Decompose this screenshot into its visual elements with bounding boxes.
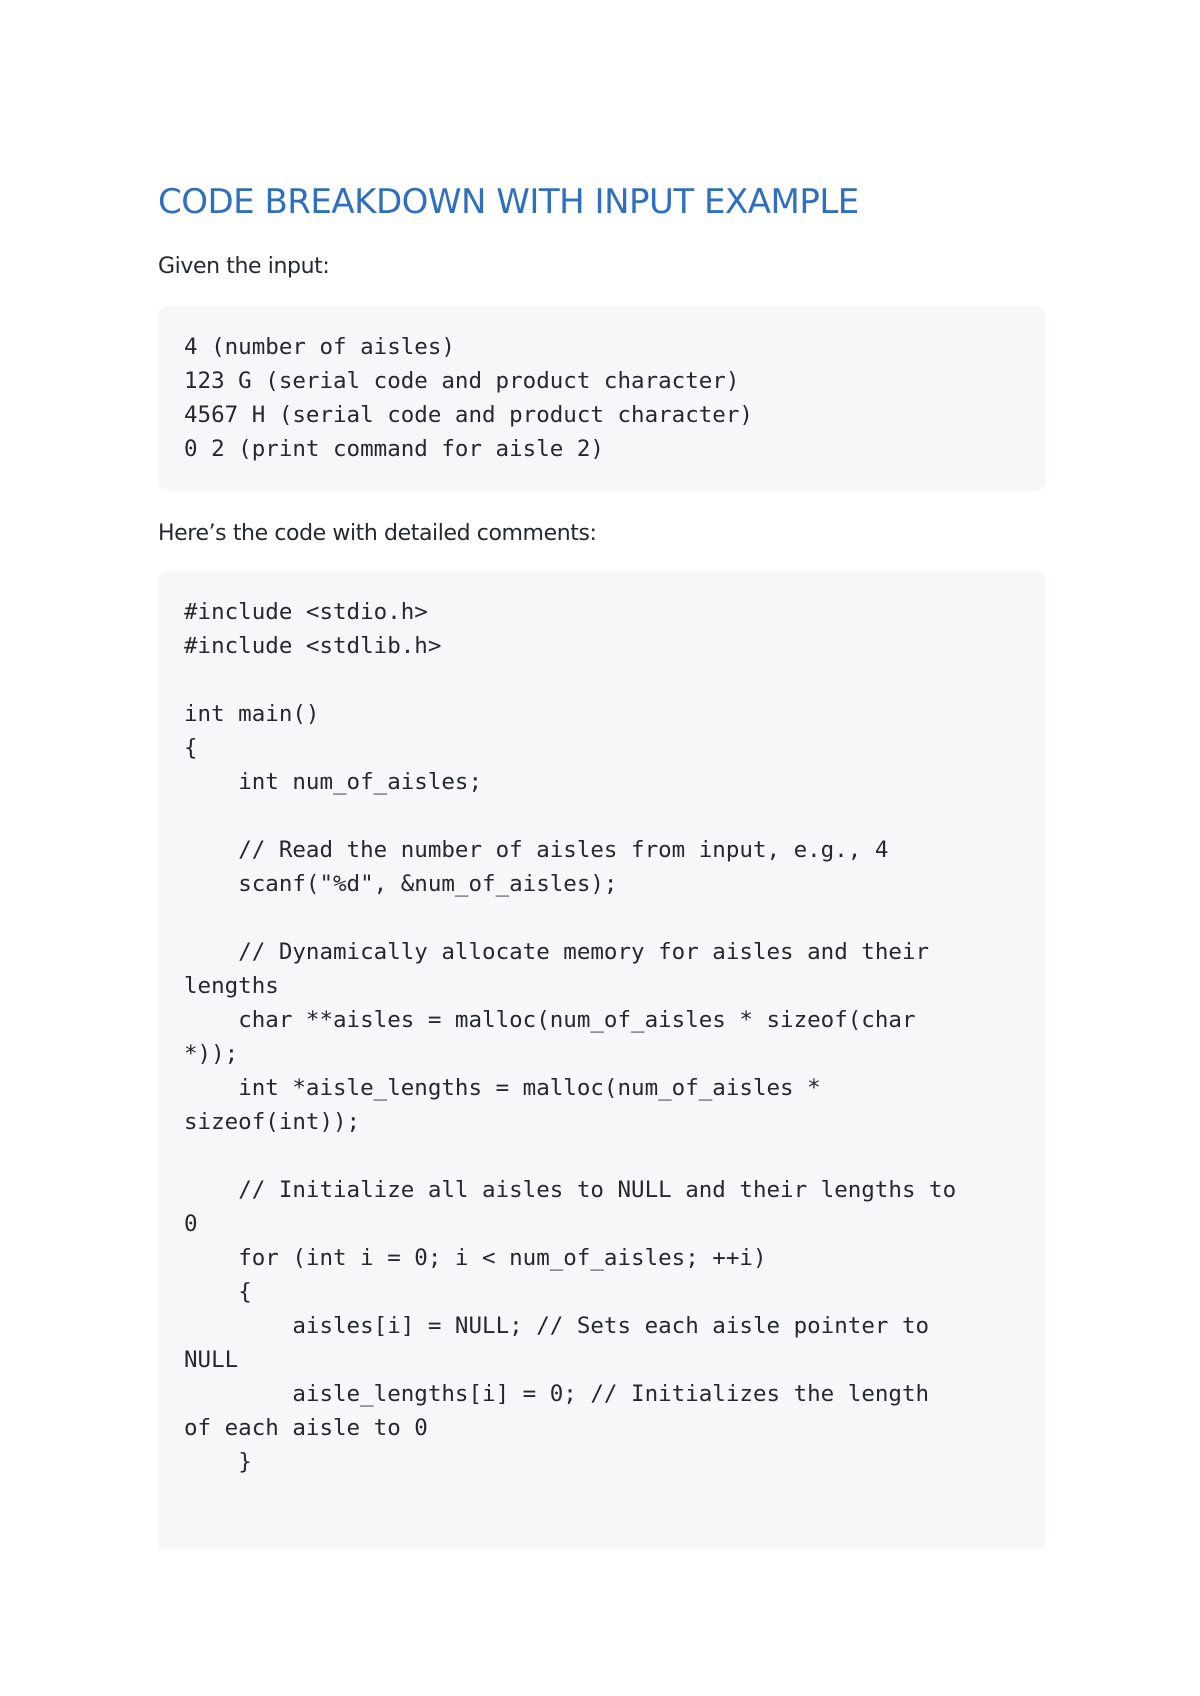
input-example-block xyxy=(158,306,1046,491)
document-title: CODE BREAKDOWN WITH INPUT EXAMPLE xyxy=(158,182,859,222)
document-page xyxy=(158,180,1046,1549)
code-intro-paragraph: Here’s the code with detailed comments: xyxy=(158,521,597,546)
code-listing: #include <stdio.h> #include <stdlib.h> int main() { int num_of_aisles; // Read the number of aisles from input, e.g., 4 scanf("%d", &num_of_aisles); // Dynamically allocate memory for aisles and their lengths char **aisles = malloc(num_of_aisles * sizeof(char *)); int *aisle_lengths = malloc(num_of_aisles * sizeof(int)); // Initialize all aisles to NULL and their lengths to 0 for (int i = 0; i < num_of_aisles; ++i) { aisles[i] = NULL; // Sets each aisle pointer to NULL aisle_lengths[i] = 0; // Initializes the length of each aisle to 0 } xyxy=(184,599,957,1475)
code-listing-block xyxy=(158,571,1046,1549)
input-example-code: 4 (number of aisles) 123 G (serial code and product character) 4567 H (serial code and product character) 0 2 (print command for aisle 2) xyxy=(184,334,753,462)
intro-paragraph: Given the input: xyxy=(158,254,330,279)
